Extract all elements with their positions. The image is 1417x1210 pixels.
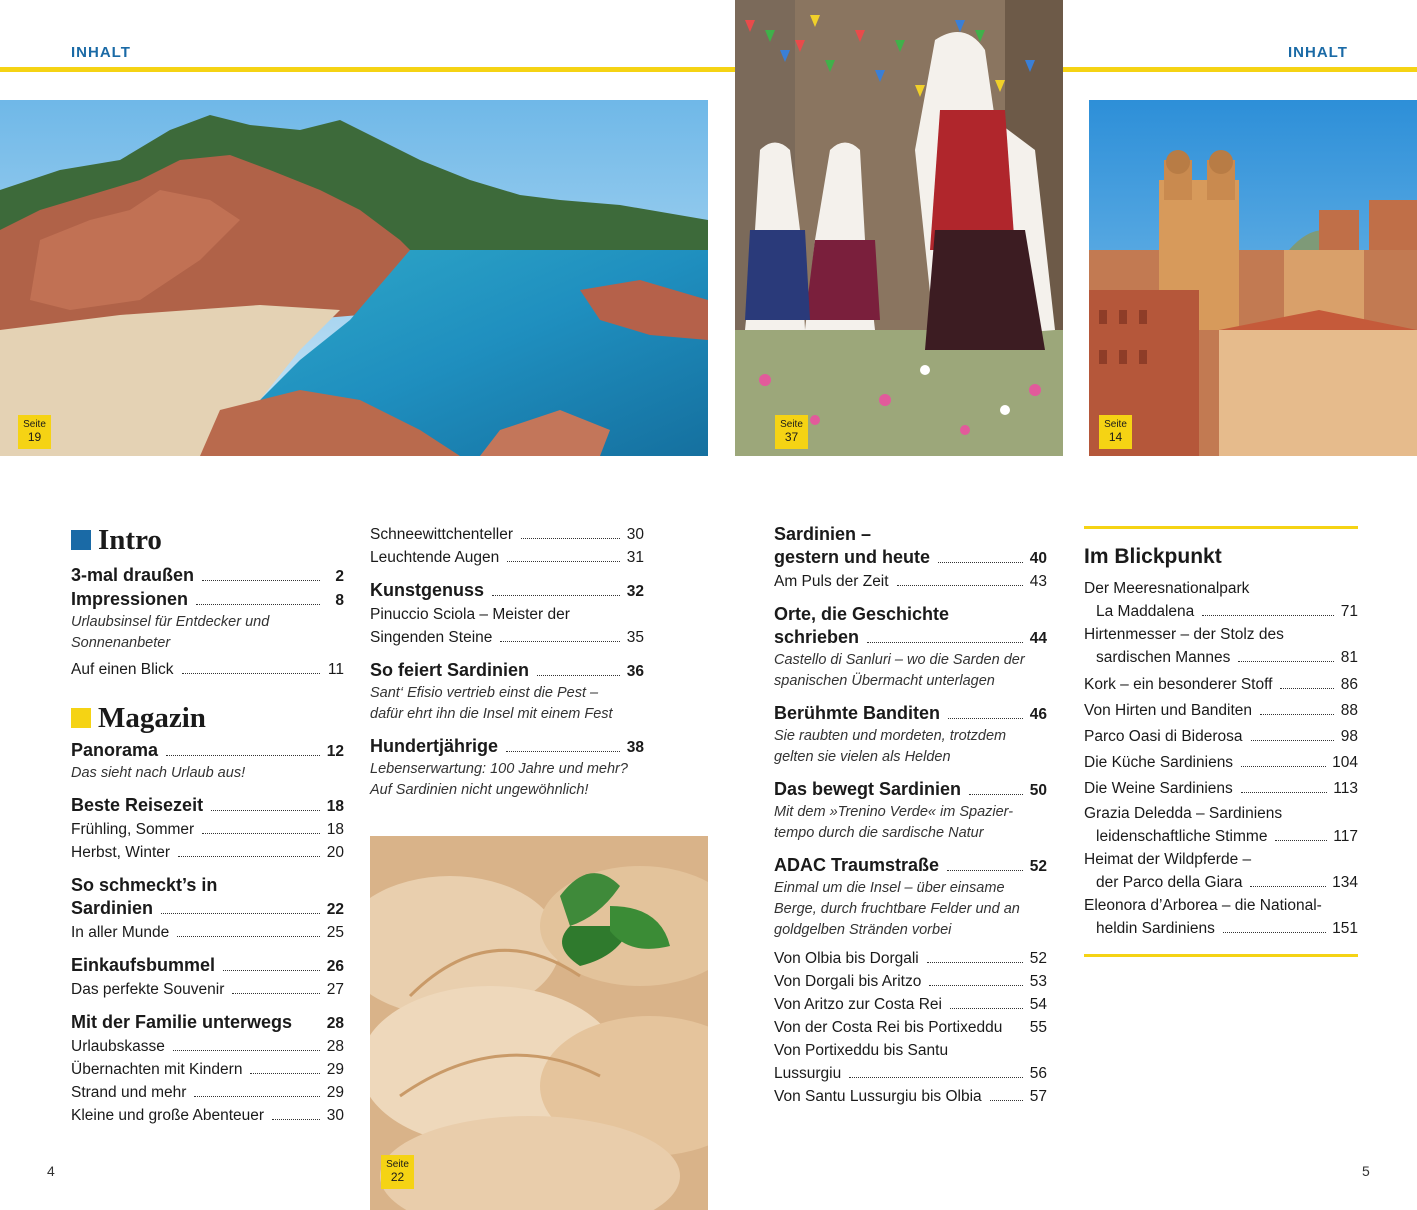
badge-label: Seite xyxy=(780,419,803,430)
entry-page: 25 xyxy=(326,924,344,941)
toc-entry[interactable] xyxy=(71,921,344,944)
toc-entry[interactable] xyxy=(1084,750,1358,776)
entry-page: 38 xyxy=(626,739,644,756)
entry-title-line: Sardinien – xyxy=(774,524,872,544)
toc-entry[interactable] xyxy=(71,1035,344,1058)
entry-title: Hundertjährige xyxy=(370,736,499,756)
entry-page: 32 xyxy=(626,583,644,600)
entry-title: Die Küche Sardiniens xyxy=(1084,754,1234,771)
festival-photo xyxy=(735,0,1063,456)
entry-title: Die Weine Sardiniens xyxy=(1084,780,1233,797)
entry-page: 36 xyxy=(626,663,644,680)
toc-entry[interactable] xyxy=(774,993,1047,1016)
entry-title: Von Aritzo zur Costa Rei xyxy=(774,996,942,1013)
dot-leader xyxy=(173,1050,320,1051)
toc-entry[interactable] xyxy=(1084,825,1358,848)
dot-leader xyxy=(521,538,620,539)
entry-page: 56 xyxy=(1029,1065,1047,1082)
toc-entry[interactable] xyxy=(1084,672,1358,698)
dot-leader xyxy=(506,751,620,752)
dot-leader xyxy=(1275,840,1327,841)
toc-entry[interactable] xyxy=(774,1085,1047,1108)
dot-leader xyxy=(1250,886,1326,887)
dot-leader xyxy=(1251,740,1334,741)
dot-leader xyxy=(202,833,320,834)
dot-leader xyxy=(867,642,1023,643)
entry-title: Berühmte Banditen xyxy=(774,703,941,723)
dot-leader xyxy=(250,1073,320,1074)
dot-leader xyxy=(1238,661,1334,662)
toc-entry[interactable] xyxy=(71,658,344,681)
entry-page: 28 xyxy=(326,1015,344,1032)
entry-page: 104 xyxy=(1332,754,1358,771)
entry-title: In aller Munde xyxy=(71,924,170,941)
entry-page: 29 xyxy=(326,1061,344,1078)
entry-page: 113 xyxy=(1333,780,1358,797)
entry-subtitle: spanischen Übermacht unterlagen xyxy=(774,673,995,689)
entry-title: 3-mal draußen xyxy=(71,565,195,585)
entry-subtitle: Auf Sardinien nicht ungewöhnlich! xyxy=(370,782,589,798)
badge-label: Seite xyxy=(386,1159,409,1170)
entry-page: 43 xyxy=(1029,573,1047,590)
entry-page: 55 xyxy=(1029,1019,1047,1036)
entry-page: 18 xyxy=(326,798,344,815)
page-badge xyxy=(381,1155,414,1189)
dot-leader xyxy=(166,755,320,756)
entry-line: Grazia Deledda – Sardiniens xyxy=(1084,805,1283,822)
toc-entry[interactable] xyxy=(370,579,644,603)
entry-page: 151 xyxy=(1332,920,1358,937)
toc-entry[interactable] xyxy=(71,1058,344,1081)
entry-subtitle: goldgelben Stränden vorbei xyxy=(774,922,952,938)
header-label-right: INHALT xyxy=(1288,44,1348,61)
entry-subtitle: dafür ehrt ihn die Insel mit einem Fest xyxy=(370,706,613,722)
page-number-right: 5 xyxy=(1362,1163,1370,1179)
entry-title: Parco Oasi di Biderosa xyxy=(1084,728,1243,745)
entry-page: 28 xyxy=(326,1038,344,1055)
entry-title: sardischen Mannes xyxy=(1096,649,1231,666)
badge-label: Seite xyxy=(23,419,46,430)
entry-title: La Maddalena xyxy=(1096,603,1195,620)
entry-page: 52 xyxy=(1029,950,1047,967)
header-rule-right xyxy=(1063,67,1417,72)
entry-title: Von der Costa Rei bis Portixeddu xyxy=(774,1019,1003,1036)
entry-title: Von Santu Lussurgiu bis Olbia xyxy=(774,1088,982,1105)
toc-entry[interactable] xyxy=(774,854,1047,878)
entry-title: Von Dorgali bis Aritzo xyxy=(774,973,922,990)
entry-page: 71 xyxy=(1340,603,1358,620)
entry-page: 98 xyxy=(1340,728,1358,745)
entry-page: 53 xyxy=(1029,973,1047,990)
header-label-left: INHALT xyxy=(71,44,131,61)
page-number-left: 4 xyxy=(47,1163,55,1179)
toc-entry[interactable] xyxy=(774,1016,1047,1039)
entry-line: Eleonora d’Arborea – die National- xyxy=(1084,897,1322,914)
city-photo xyxy=(1089,100,1417,456)
dot-leader xyxy=(1280,688,1334,689)
pastry-photo xyxy=(370,836,708,1210)
entry-page: 134 xyxy=(1332,874,1358,891)
entry-title: Panorama xyxy=(71,740,159,760)
dot-leader xyxy=(232,993,320,994)
entry-page: 35 xyxy=(626,629,644,646)
entry-line: Hirtenmesser – der Stolz des xyxy=(1084,626,1284,643)
badge-label: Seite xyxy=(1104,419,1127,430)
toc-entry[interactable] xyxy=(71,1011,344,1035)
entry-subtitle: Lebenserwartung: 100 Jahre und mehr? xyxy=(370,761,628,777)
entry-title: gestern und heute xyxy=(774,547,931,567)
entry-page: 40 xyxy=(1029,550,1047,567)
dot-leader xyxy=(161,913,320,914)
toc-entry[interactable] xyxy=(1084,917,1358,940)
toc-column-2 xyxy=(370,523,644,801)
dot-leader xyxy=(500,641,620,642)
entry-title: der Parco della Giara xyxy=(1096,874,1243,891)
page-badge xyxy=(18,415,51,449)
toc-entry[interactable] xyxy=(370,523,644,546)
toc-entry[interactable] xyxy=(370,659,644,683)
entry-page: 46 xyxy=(1029,706,1047,723)
page-badge xyxy=(1099,415,1132,449)
toc-entry[interactable] xyxy=(774,970,1047,993)
entry-subtitle: Castello di Sanluri – wo die Sarden der xyxy=(774,652,1025,668)
toc-column-3 xyxy=(774,523,1047,1108)
entry-page: 11 xyxy=(327,661,344,678)
toc-entry[interactable] xyxy=(71,978,344,1001)
entry-title-line: Orte, die Geschichte xyxy=(774,604,950,624)
toc-entry[interactable] xyxy=(1084,600,1358,623)
entry-page: 81 xyxy=(1340,649,1358,666)
entry-title: Leuchtende Augen xyxy=(370,549,500,566)
dot-leader xyxy=(211,810,320,811)
entry-page: 88 xyxy=(1340,702,1358,719)
dot-leader xyxy=(948,718,1023,719)
dot-leader xyxy=(1202,615,1334,616)
coast-photo xyxy=(0,100,708,456)
entry-page: 22 xyxy=(326,901,344,918)
entry-page: 31 xyxy=(626,549,644,566)
box-bottom-rule xyxy=(1084,954,1358,957)
entry-page: 26 xyxy=(326,958,344,975)
dot-leader xyxy=(1241,766,1326,767)
toc-entry[interactable] xyxy=(774,570,1047,593)
badge-page: 14 xyxy=(1108,430,1123,444)
toc-column-4 xyxy=(1084,526,1358,957)
dot-leader xyxy=(507,561,620,562)
entry-subtitle: Mit dem »Trenino Verde« im Spazier- xyxy=(774,804,1014,820)
entry-title: So feiert Sardinien xyxy=(370,660,530,680)
badge-page: 19 xyxy=(27,430,42,444)
toc-entry[interactable] xyxy=(1084,871,1358,894)
toc-entry[interactable] xyxy=(71,818,344,841)
entry-title: Kleine und große Abenteuer xyxy=(71,1107,265,1124)
entry-page: 54 xyxy=(1029,996,1047,1013)
entry-subtitle: Einmal um die Insel – über einsame xyxy=(774,880,1005,896)
toc-entry[interactable] xyxy=(370,626,644,649)
section-title-text: Magazin xyxy=(98,702,206,734)
dot-leader xyxy=(849,1077,1023,1078)
entry-line: Der Meeresnationalpark xyxy=(1084,580,1250,597)
entry-title: schrieben xyxy=(774,627,860,647)
dot-leader xyxy=(938,562,1023,563)
entry-title: Mit der Familie unterwegs xyxy=(71,1012,293,1032)
dot-leader xyxy=(969,794,1023,795)
entry-page: 8 xyxy=(335,592,344,609)
dot-leader xyxy=(196,604,320,605)
toc-entry[interactable] xyxy=(1084,776,1358,802)
badge-page: 37 xyxy=(784,430,799,444)
entry-title-line: So schmeckt’s in xyxy=(71,875,218,895)
toc-entry[interactable] xyxy=(71,897,344,921)
entry-title: Das perfekte Souvenir xyxy=(71,981,225,998)
toc-entry[interactable] xyxy=(71,588,344,612)
entry-page: 44 xyxy=(1029,630,1047,647)
dot-leader xyxy=(929,985,1023,986)
toc-entry[interactable] xyxy=(71,739,344,763)
toc-entry[interactable] xyxy=(1084,724,1358,750)
entry-subtitle: Sie raubten und mordeten, trotzdem xyxy=(774,728,1007,744)
entry-subtitle: Sant‘ Efisio vertrieb einst die Pest – xyxy=(370,685,599,701)
entry-page: 12 xyxy=(326,743,344,760)
toc-entry[interactable] xyxy=(71,564,344,588)
toc-entry[interactable] xyxy=(774,1062,1047,1085)
header-rule-left xyxy=(0,67,735,72)
entry-title: Das bewegt Sardinien xyxy=(774,779,962,799)
dot-leader xyxy=(950,1008,1023,1009)
entry-page: 18 xyxy=(326,821,344,838)
toc-entry[interactable] xyxy=(71,954,344,978)
toc-entry[interactable] xyxy=(71,1081,344,1104)
entry-line: Pinuccio Sciola – Meister der xyxy=(370,606,570,623)
entry-title: ADAC Traumstraße xyxy=(774,855,940,875)
entry-title: Kork – ein besonderer Stoff xyxy=(1084,676,1273,693)
entry-title: Herbst, Winter xyxy=(71,844,171,861)
dot-leader xyxy=(947,870,1023,871)
toc-entry[interactable] xyxy=(774,702,1047,726)
entry-page: 30 xyxy=(626,526,644,543)
entry-title: Von Olbia bis Dorgali xyxy=(774,950,919,967)
entry-page: 57 xyxy=(1029,1088,1047,1105)
entry-title: Frühling, Sommer xyxy=(71,821,195,838)
blue-square-icon xyxy=(71,530,91,550)
entry-title: Am Puls der Zeit xyxy=(774,573,889,590)
entry-title: Kunstgenuss xyxy=(370,580,485,600)
box-title: Im Blickpunkt xyxy=(1084,545,1222,568)
entry-title: Beste Reisezeit xyxy=(71,795,204,815)
entry-subtitle: Urlaubsinsel für Entdecker und Sonnenanbeter xyxy=(71,614,270,651)
entry-title: leidenschaftliche Stimme xyxy=(1096,828,1268,845)
entry-title: Schneewittchenteller xyxy=(370,526,514,543)
dot-leader xyxy=(990,1100,1023,1101)
dot-leader xyxy=(202,580,320,581)
entry-page: 50 xyxy=(1029,782,1047,799)
entry-page: 86 xyxy=(1340,676,1358,693)
entry-line: Heimat der Wildpferde – xyxy=(1084,851,1252,868)
entry-title: Einkaufsbummel xyxy=(71,955,216,975)
entry-line: Von Portixeddu bis Santu xyxy=(774,1042,949,1059)
dot-leader xyxy=(177,936,320,937)
entry-subtitle: Das sieht nach Urlaub aus! xyxy=(71,765,246,781)
entry-title: Impressionen xyxy=(71,589,189,609)
dot-leader xyxy=(1260,714,1334,715)
dot-leader xyxy=(223,970,320,971)
toc-entry[interactable] xyxy=(71,794,344,818)
entry-title: Von Hirten und Banditen xyxy=(1084,702,1253,719)
dot-leader xyxy=(1241,792,1328,793)
dot-leader xyxy=(194,1096,320,1097)
toc-entry[interactable] xyxy=(774,778,1047,802)
dot-leader xyxy=(182,673,320,674)
yellow-square-icon xyxy=(71,708,91,728)
entry-title: heldin Sardiniens xyxy=(1096,920,1215,937)
toc-entry[interactable] xyxy=(71,841,344,864)
toc-entry[interactable] xyxy=(774,546,1047,570)
entry-subtitle: gelten sie vielen als Helden xyxy=(774,749,951,765)
entry-page: 117 xyxy=(1333,828,1358,845)
toc-entry[interactable] xyxy=(774,626,1047,650)
dot-leader xyxy=(1223,932,1326,933)
entry-title: Urlaubskasse xyxy=(71,1038,165,1055)
badge-page: 22 xyxy=(390,1170,405,1184)
entry-page: 27 xyxy=(326,981,344,998)
toc-entry[interactable] xyxy=(370,546,644,569)
entry-page: 52 xyxy=(1029,858,1047,875)
section-title-magazin xyxy=(71,701,344,735)
entry-title: Singenden Steine xyxy=(370,629,493,646)
entry-title: Sardinien xyxy=(71,898,154,918)
dot-leader xyxy=(537,675,620,676)
entry-title: Lussurgiu xyxy=(774,1065,842,1082)
dot-leader xyxy=(272,1119,320,1120)
toc-entry[interactable] xyxy=(71,1104,344,1127)
toc-entry[interactable] xyxy=(1084,698,1358,724)
dot-leader xyxy=(897,585,1023,586)
toc-entry[interactable] xyxy=(370,735,644,759)
dot-leader xyxy=(927,962,1023,963)
entry-subtitle: tempo durch die sardische Natur xyxy=(774,825,984,841)
entry-title: Auf einen Blick xyxy=(71,661,174,678)
entry-title: Strand und mehr xyxy=(71,1084,187,1101)
entry-page: 2 xyxy=(335,568,344,585)
dot-leader xyxy=(178,856,320,857)
section-title-intro xyxy=(71,523,344,557)
entry-page: 20 xyxy=(326,844,344,861)
entry-title: Übernachten mit Kindern xyxy=(71,1061,243,1078)
section-title-text: Intro xyxy=(98,524,162,556)
toc-entry[interactable] xyxy=(1084,646,1358,669)
toc-entry[interactable] xyxy=(774,947,1047,970)
entry-page: 29 xyxy=(326,1084,344,1101)
dot-leader xyxy=(492,595,620,596)
entry-page: 30 xyxy=(326,1107,344,1124)
entry-subtitle: Berge, durch fruchtbare Felder und an xyxy=(774,901,1020,917)
page-badge xyxy=(775,415,808,449)
toc-column-1 xyxy=(71,523,344,1127)
